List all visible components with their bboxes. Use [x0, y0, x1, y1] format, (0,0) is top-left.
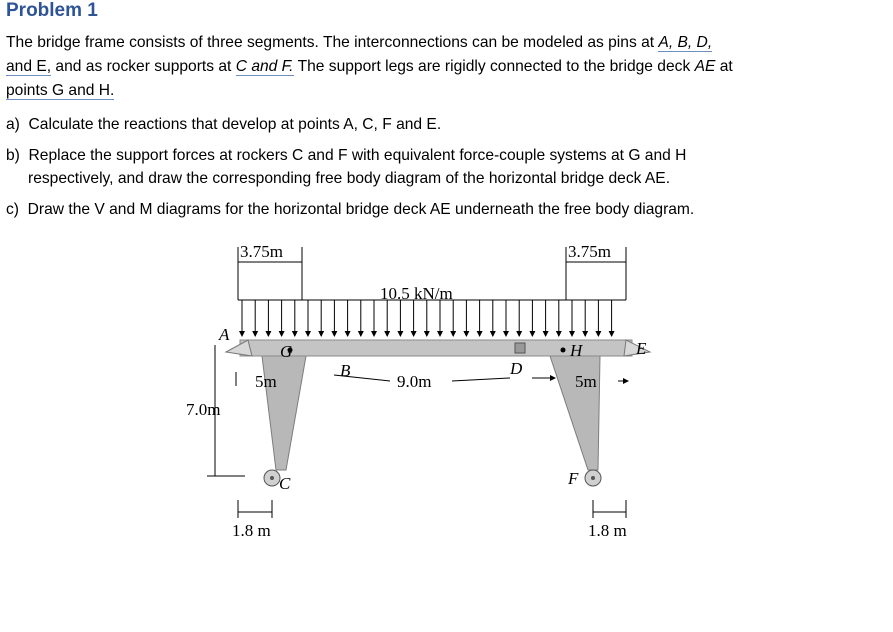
- rocker-c: [264, 470, 280, 486]
- support-a: [226, 340, 252, 356]
- question-c-label: c): [6, 201, 19, 218]
- intro-text-4: The support legs are rigidly connected to the bridge deck: [293, 58, 695, 75]
- question-c-text: Draw the V and M diagrams for the horizontal bridge deck AE underneath the free body diagram.: [27, 201, 695, 218]
- label-a: A: [219, 325, 230, 344]
- intro-and-e: and E,: [6, 58, 52, 75]
- question-b-line2: respectively, and draw the corresponding free body diagram of the horizontal bridge deck AE.: [28, 170, 671, 187]
- question-a-text: Calculate the reactions that develop at points A, C, F and E.: [28, 116, 442, 133]
- dim-7m: 7.0m: [186, 400, 221, 419]
- dim-1-8-left: 1.8 m: [232, 521, 271, 540]
- label-b: B: [340, 361, 351, 380]
- dim-5m-right: 5m: [575, 372, 597, 391]
- dim-9m: 9.0m: [397, 372, 432, 391]
- problem-title: Problem 1: [6, 0, 98, 21]
- dim-left-top: 3.75m: [240, 242, 283, 261]
- load-label: 10.5 kN/m: [380, 284, 453, 303]
- label-f: F: [568, 469, 579, 488]
- label-d: D: [510, 359, 523, 378]
- question-b-line1: Replace the support forces at rockers C and F with equivalent force-couple systems at G and H: [28, 147, 687, 164]
- intro-text-1: The bridge frame consists of three segments. The interconnections can be modeled as pins at: [6, 34, 659, 51]
- intro-pins: A, B, D,: [658, 34, 713, 51]
- dim-right-top: 3.75m: [568, 242, 611, 261]
- intro-deck: AE: [694, 58, 716, 75]
- intro-points: points G and H.: [6, 82, 115, 99]
- intro-text-3: and as rocker supports at: [51, 58, 236, 75]
- intro-rockers: C and F.: [235, 58, 294, 75]
- label-g: G: [280, 342, 293, 361]
- load-arrow-group: [242, 300, 612, 336]
- rocker-f: [585, 470, 601, 486]
- intro-text-5: at: [715, 58, 733, 75]
- label-c: C: [279, 474, 291, 493]
- dim-1-8-right: 1.8 m: [588, 521, 627, 540]
- question-a-label: a): [6, 116, 20, 133]
- dim-5m-left: 5m: [255, 372, 277, 391]
- label-e: E: [636, 339, 647, 358]
- label-h: H: [570, 341, 583, 360]
- question-b-label: b): [6, 147, 20, 164]
